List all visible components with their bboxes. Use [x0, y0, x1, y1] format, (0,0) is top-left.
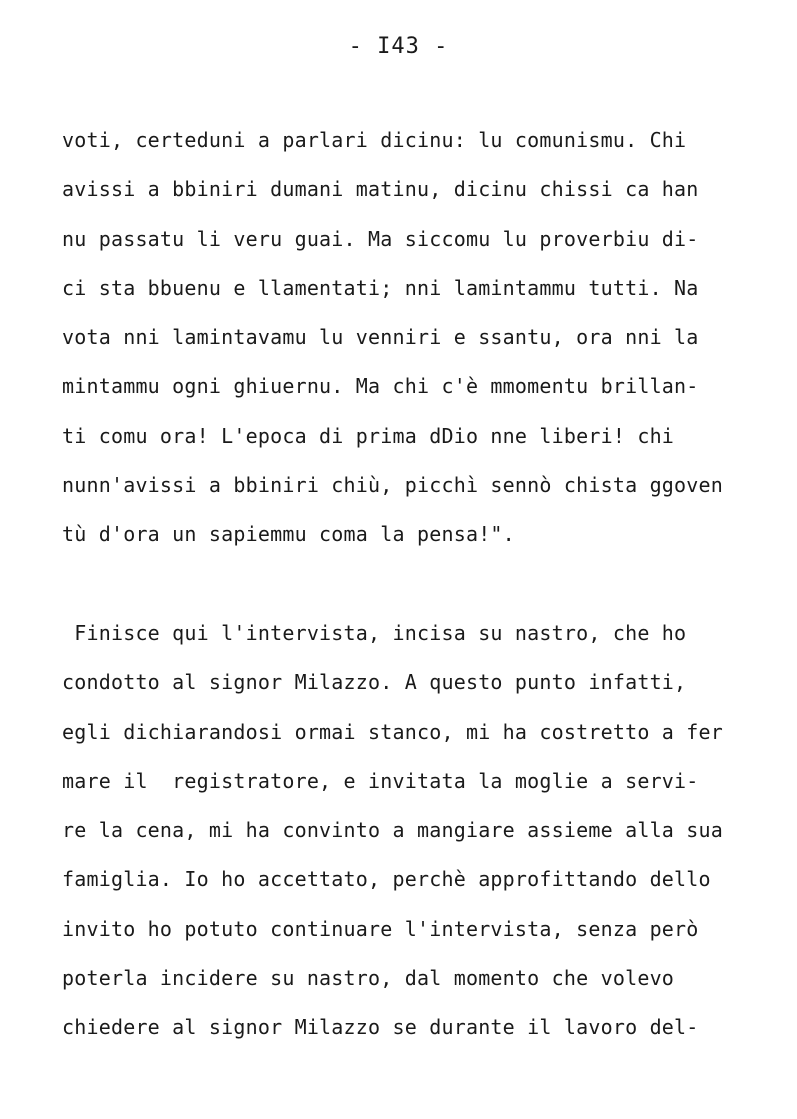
text-line: mare il registratore, e invitata la moglie a servi-	[62, 768, 699, 793]
text-line: egli dichiarandosi ormai stanco, mi ha costretto a fer	[62, 719, 724, 744]
text-line: vota nni lamintavamu lu venniri e ssantu, ora nni la	[62, 325, 699, 350]
paragraph-interview-quote	[62, 116, 762, 560]
text-line: voti, certeduni a parlari dicinu: lu comunismu. Chi	[62, 128, 687, 152]
text-line: invito ho potuto continuare l'intervista, senza però	[62, 916, 699, 941]
text-line: nunn'avissi a bbiniri chiù, picchì sennò chista ggoven	[62, 473, 724, 498]
text-line: ci sta bbuenu e llamentati; nni lamintammu tutti. Na	[62, 275, 699, 300]
text-line: ti comu ora! L'epoca di prima dDio nne liberi! chi	[62, 423, 675, 448]
text-line: re la cena, mi ha convinto a mangiare assieme alla sua	[62, 818, 724, 843]
text-line: nu passatu li veru guai. Ma siccomu lu proverbiu di-	[62, 226, 699, 251]
text-line: tù d'ora un sapiemmu coma la pensa!".	[62, 522, 515, 547]
text-line: poterla incidere su nastro, dal momento che volevo	[62, 966, 675, 991]
text-line: famiglia. Io ho accettato, perchè approfittando dello	[62, 867, 711, 892]
text-line: mintammu ogni ghiuernu. Ma chi c'è mmomentu brillan-	[62, 374, 699, 399]
paragraph-narration	[62, 609, 762, 1053]
text-line: chiedere al signor Milazzo se durante il lavoro del-	[62, 1015, 699, 1040]
text-line: avissi a bbiniri dumani matinu, dicinu chissi ca han	[62, 177, 699, 202]
text-line: Finisce qui l'intervista, incisa su nastro, che ho	[62, 621, 687, 645]
page-number: - I43 -	[348, 34, 449, 59]
text-line: condotto al signor Milazzo. A questo punto infatti,	[62, 670, 687, 695]
